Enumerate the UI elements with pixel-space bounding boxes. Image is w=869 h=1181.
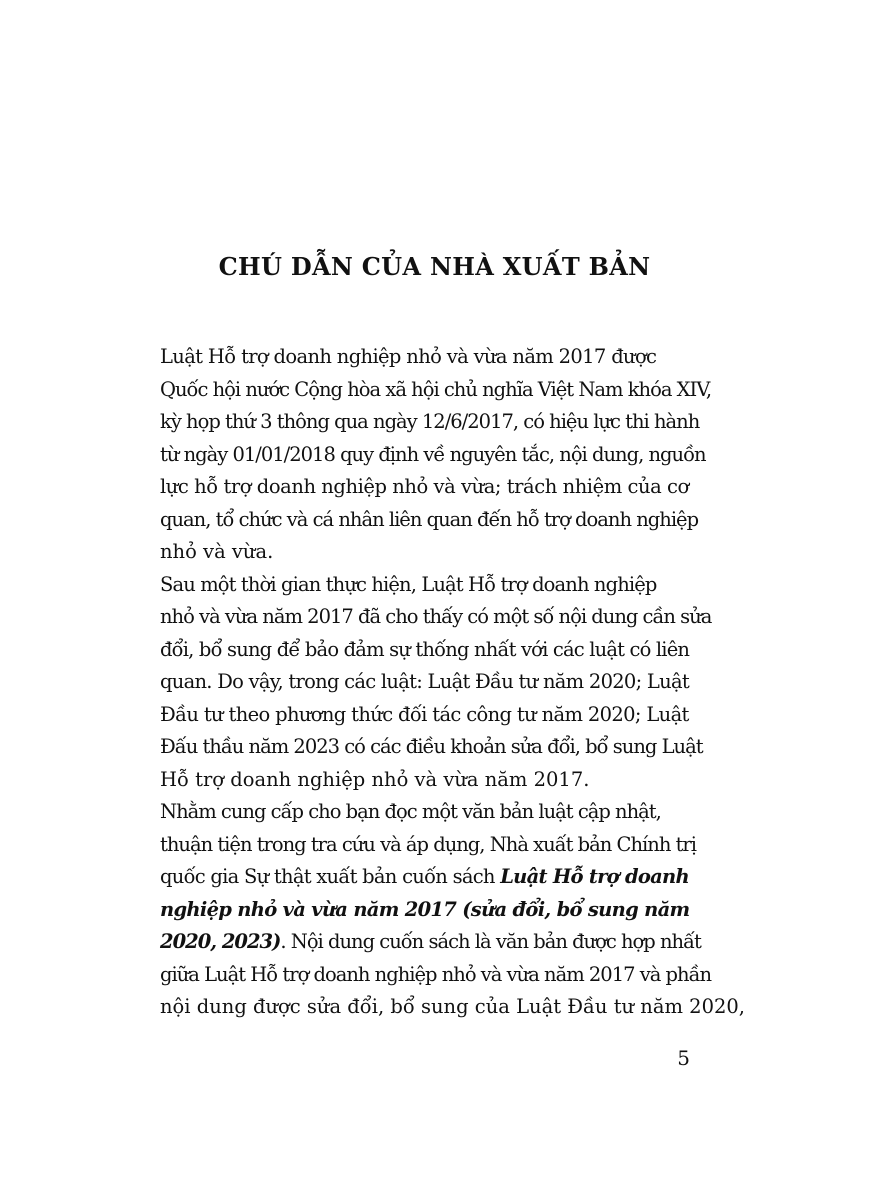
text-line: Sau một thời gian thực hiện, Luật Hỗ trợ doanh nghiệp	[160, 572, 657, 596]
paragraph-1	[127, 341, 712, 569]
text-line: thuận tiện trong tra cứu và áp dụng, Nhà xuất bản Chính trị	[160, 832, 696, 856]
text-line: nhỏ và vừa.	[160, 540, 274, 563]
text-line: lực hỗ trợ doanh nghiệp nhỏ và vừa; trách nhiệm của cơ	[160, 475, 689, 498]
body-text	[127, 341, 745, 1024]
paragraph-3	[127, 796, 745, 1024]
text-line: Hỗ trợ doanh nghiệp nhỏ và vừa năm 2017.	[160, 767, 590, 791]
text-line: Quốc hội nước Cộng hòa xã hội chủ nghĩa Việt Nam khóa XIV,	[160, 377, 712, 401]
text-line: Đấu thầu năm 2023 có các điều khoản sửa đổi, bổ sung Luật	[160, 735, 703, 758]
text-line: nhỏ và vừa năm 2017 đã cho thấy có một số nội dung cần sửa	[160, 605, 712, 628]
text-line	[127, 926, 701, 959]
text-line: đổi, bổ sung để bảo đảm sự thống nhất với các luật có liên	[160, 637, 690, 661]
text-line: từ ngày 01/01/2018 quy định về nguyên tắc, nội dung, nguồn	[160, 442, 706, 466]
paragraph-2	[127, 569, 712, 797]
text-line: giữa Luật Hỗ trợ doanh nghiệp nhỏ và vừa năm 2017 và phần	[160, 962, 712, 986]
text-line: quan, tổ chức và cá nhân liên quan đến hỗ trợ doanh nghiệp	[160, 507, 699, 531]
page-title: CHÚ DẪN CỦA NHÀ XUẤT BẢN	[218, 252, 651, 281]
text-line	[127, 861, 689, 894]
text-plain: . Nội dung cuốn sách là văn bản được hợp nhất	[280, 930, 701, 953]
page-number: 5	[677, 1046, 690, 1070]
text-plain: quốc gia Sự thật xuất bản cuốn sách	[160, 865, 501, 888]
book-title-emphasis: Luật Hỗ trợ doanh	[500, 865, 689, 888]
text-line: Luật Hỗ trợ doanh nghiệp nhỏ và vừa năm 2017 được	[160, 345, 657, 368]
text-line: Đầu tư theo phương thức đối tác công tư năm 2020; Luật	[160, 702, 689, 726]
text-line: kỳ họp thứ 3 thông qua ngày 12/6/2017, có hiệu lực thi hành	[160, 410, 700, 433]
book-title-emphasis: nghiệp nhỏ và vừa năm 2017 (sửa đổi, bổ sung năm	[160, 897, 690, 921]
text-line: nội dung được sửa đổi, bổ sung của Luật Đầu tư năm 2020,	[160, 995, 745, 1018]
text-line: Nhằm cung cấp cho bạn đọc một văn bản luật cập nhật,	[160, 800, 661, 823]
book-title-emphasis: 2020, 2023)	[160, 930, 281, 953]
text-line: quan. Do vậy, trong các luật: Luật Đầu tư năm 2020; Luật	[160, 670, 689, 693]
